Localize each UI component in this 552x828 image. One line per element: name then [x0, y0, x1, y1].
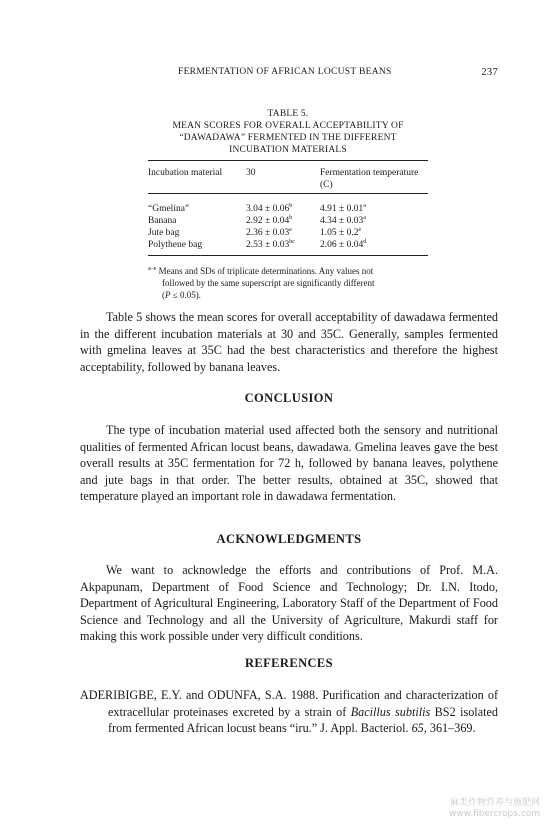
table-cell-material: Banana [148, 216, 177, 226]
watermark-text: 麻类作物营养与施肥网 [449, 798, 540, 808]
footnote-text: (P ≤ 0.05). [162, 290, 201, 300]
table-cell-35: 1.05 ± 0.2$^e$ [320, 226, 362, 238]
footnote-text: followed by the same superscript are significantly different [162, 278, 375, 288]
table-cell-30: 2.92 ± 0.04$^b$ [246, 214, 293, 226]
table-top-rule [148, 160, 428, 161]
table-header-rule [148, 193, 428, 194]
watermark-url: www.fibercrops.com [449, 809, 540, 819]
table-cell-35: 4.91 ± 0.01$^a$ [320, 202, 366, 214]
table-header-temperature-line: Fermentation temperature [320, 168, 419, 178]
reference-entry: ADERIBIGBE, E.Y. and ODUNFA, S.A. 1988. Purification and characterization of extracellular proteinases excreted by a strain of Bacillus subtilis BS2 isolated from fermented African locust beans “iru.” J. Appl. Bacteriol. 65, 361–369. [80, 688, 498, 736]
watermark [400, 798, 540, 820]
table-cell-material: Polythene bag [148, 240, 203, 250]
conclusion-section [80, 422, 498, 505]
table-label: TABLE 5. [267, 109, 309, 119]
acknowledgments-text: We want to acknowledge the efforts and contributions of Prof. M.A. Akpapunam, Department of Food Science and Technology; Dr. I.N. Itodo, Department of Agricultural Engineering, Laboratory Staff of the Department of Food Science and Technology and all the University of Agriculture, Makurdi staff for making this work possible under very difficult conditions. [80, 563, 498, 644]
table-cell-material: “Gmelina” [148, 204, 190, 214]
table-title-line: “DAWADAWA” FERMENTED IN THE DIFFERENT [179, 133, 397, 143]
table-title-line: INCUBATION MATERIALS [229, 145, 347, 155]
page-number: 237 [481, 67, 498, 78]
table-title-line: MEAN SCORES FOR OVERALL ACCEPTABILITY OF [172, 121, 404, 131]
paragraph-text: Table 5 shows the mean scores for overall acceptability of dawadawa fermented in the different incubation materials at 30 and 35C. Generally, samples fermented with gmelina leaves at 35C had the best characteristics and therefore the highest acceptability, followed by banana leaves. [80, 310, 498, 374]
table-cell-30: 2.53 ± 0.03$^{bc}$ [246, 238, 295, 250]
species-name: Bacillus subtilis [350, 704, 431, 719]
footnote-marker: a–e [148, 266, 157, 272]
table-cell-material: Jute bag [148, 228, 180, 238]
acknowledgments-heading: ACKNOWLEDGMENTS [216, 532, 362, 546]
table-cell-35: 4.34 ± 0.03$^a$ [320, 214, 366, 226]
table-footnote [148, 265, 428, 301]
conclusion-text: The type of incubation material used affected both the sensory and nutritional qualities of fermented African locust beans, dawadawa. Gmelina leaves gave the best overall results at 35C fermentation for 72 h, followed by banana leaves, polythene and jute bags in that order. The better results, obtained at 35C, showed that temperature played an important role in dawadawa fermentation. [80, 423, 498, 504]
table-header-material: Incubation material [148, 168, 223, 178]
footnote-text: Means and SDs of triplicate determinations. Any values not [158, 266, 374, 276]
table-header-30: 30 [246, 168, 256, 178]
table-caption [148, 108, 428, 156]
body-paragraph [80, 309, 498, 375]
acknowledgments-section [80, 562, 498, 645]
volume-number: 65 [411, 721, 424, 736]
running-head-title: FERMENTATION OF AFRICAN LOCUST BEANS [178, 67, 392, 77]
table-cell-30: 2.36 ± 0.03$^e$ [246, 226, 292, 238]
references-heading: REFERENCES [244, 656, 334, 670]
conclusion-heading: CONCLUSION [244, 391, 334, 405]
table-header-unit: (C) [320, 180, 333, 190]
table-header-temperature [320, 167, 418, 191]
table-cell-30: 3.04 ± 0.06$^b$ [246, 202, 293, 214]
table-cell-35: 2.06 ± 0.04$^d$ [320, 238, 367, 250]
table-bottom-rule [148, 255, 428, 256]
